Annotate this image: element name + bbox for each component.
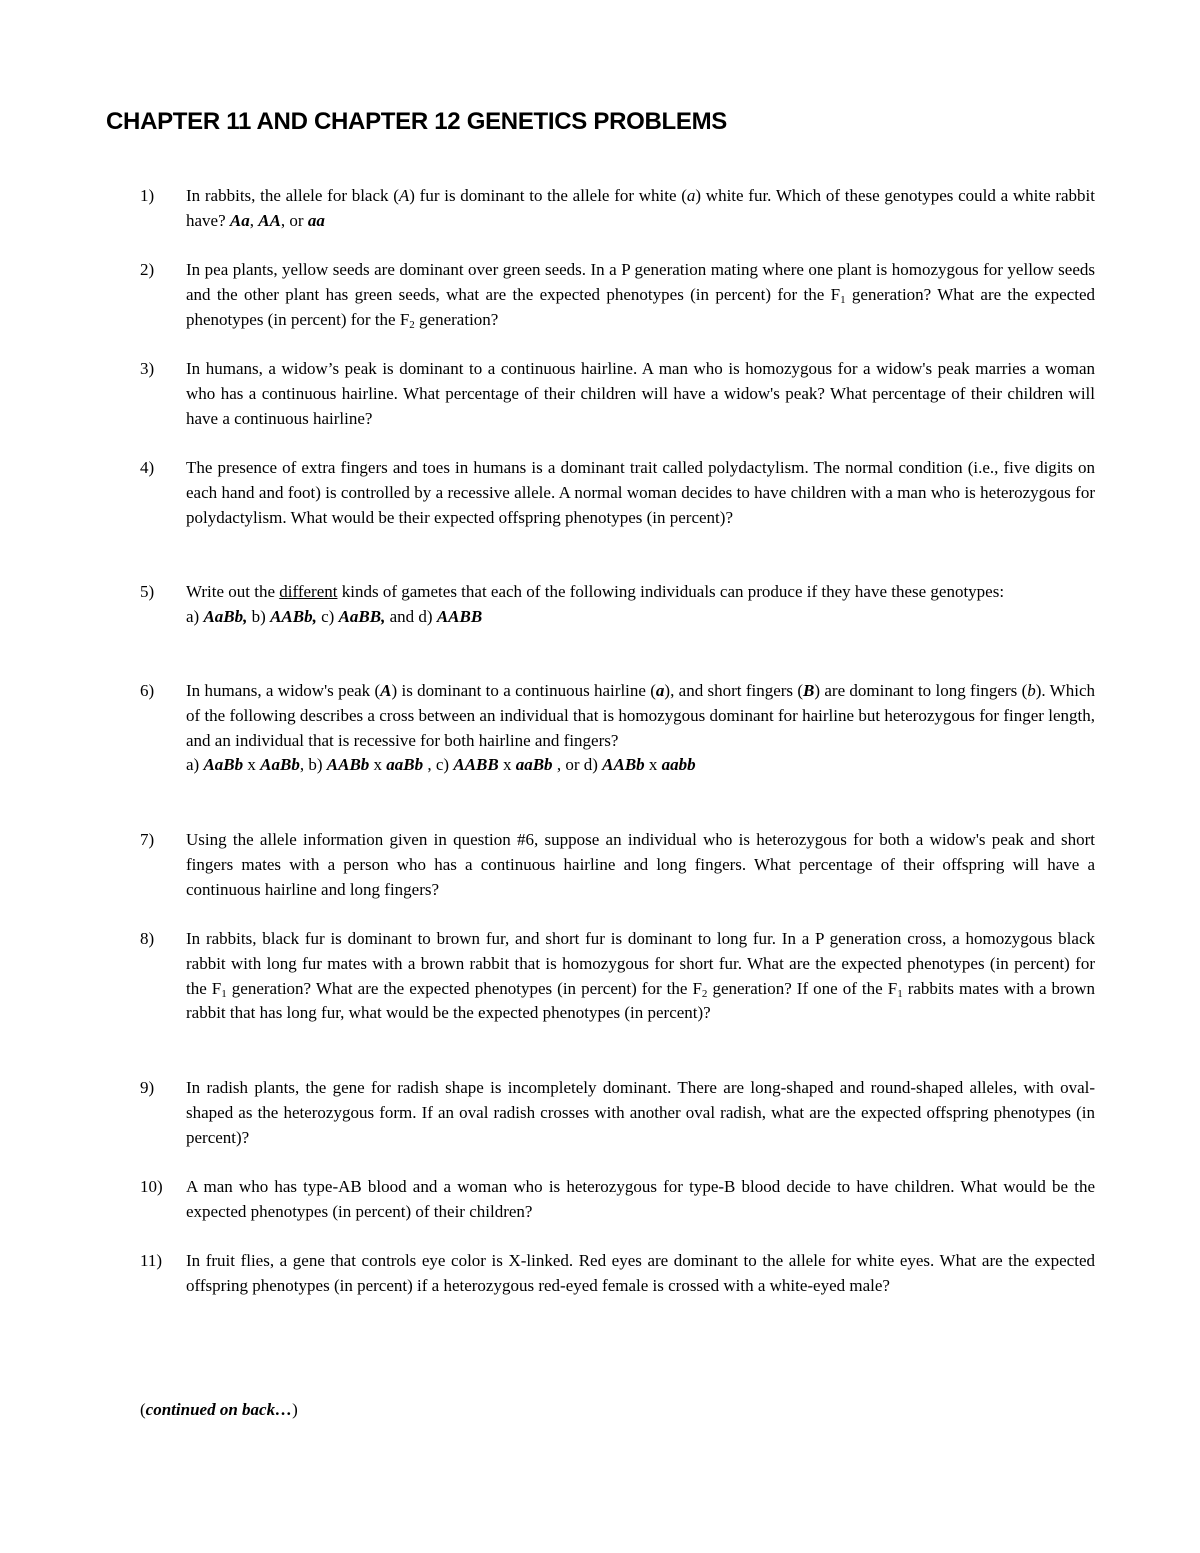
question-text: The presence of extra fingers and toes in humans is a dominant trait called polydactylism. The normal condition (i.e., five digits on each hand and foot) is controlled by a recessive allele. A normal woman decides to have children with a man who is heterozygous for polydactylism. What would be their expected offspring phenotypes (in percent)?: [186, 458, 1095, 527]
question-4: [140, 456, 1095, 530]
question-1: [140, 184, 1095, 234]
question-text: In fruit flies, a gene that controls eye color is X-linked. Red eyes are dominant to the allele for white eyes. What are the expected offspring phenotypes (in percent) if a heterozygous red-eyed female is crossed with a white-eyed male?: [186, 1251, 1095, 1295]
question-6: [140, 679, 1095, 778]
underlined-word: different: [279, 582, 338, 601]
question-10: [140, 1175, 1095, 1225]
question-8: [140, 927, 1095, 1026]
page-title: CHAPTER 11 AND CHAPTER 12 GENETICS PROBLEMS: [106, 108, 727, 135]
question-text: A man who has type-AB blood and a woman who is heterozygous for type-B blood decide to have children. What would be the expected phenotypes (in percent) of their children?: [186, 1177, 1095, 1221]
question-number: 5): [140, 582, 155, 601]
question-text: In humans, a widow's peak (A) is dominant to a continuous hairline (a), and short fingers (B) are dominant to long fingers (b). Which of the following describes a cross between an individual that is homozygous dominant for hairline but heterozygous for finger length, and an individual that is recessive for both hairline and fingers? a) AaBb x AaBb, b) AABb x aaBb , c) AABB x aaBb , or d) AABb x aabb: [186, 679, 1095, 778]
question-number: 9): [140, 1078, 155, 1097]
question-text: In humans, a widow’s peak is dominant to a continuous hairline. A man who is homozygous for a widow's peak marries a woman who has a continuous hairline. What percentage of their children will have a widow's peak? What percentage of their children will have a continuous hairline?: [186, 359, 1095, 428]
genotype: Aa: [229, 210, 250, 230]
question-text: In pea plants, yellow seeds are dominant over green seeds. In a P generation mating where one plant is homozygous for yellow seeds and the other plant has green seeds, what are the expected phenotypes (in percent) for the $F_1$ generation? What are the expected phenotypes (in percent) for the $F_2$ generation?: [186, 260, 1095, 331]
question-number: 4): [140, 458, 155, 477]
question-5: [140, 580, 1095, 630]
question-3: [140, 357, 1095, 431]
question-11: [140, 1249, 1095, 1299]
question-number: 3): [140, 359, 155, 378]
question-9: [140, 1076, 1095, 1150]
question-number: 11): [140, 1251, 163, 1270]
question-number: 1): [140, 186, 155, 205]
genotype: aa: [307, 210, 325, 230]
question-7: [140, 828, 1095, 902]
question-text: Using the allele information given in question #6, suppose an individual who is heterozygous for both a widow's peak and short fingers mates with a person who has a continuous hairline and long fingers. What percentage of their offspring will have a continuous hairline and long fingers?: [186, 830, 1095, 899]
genotype: AA: [258, 210, 281, 230]
continued-note: (continued on back…): [140, 1400, 298, 1419]
question-text: In radish plants, the gene for radish shape is incompletely dominant. There are long-shaped and round-shaped alleles, with oval-shaped as the heterozygous form. If an oval radish crosses with another oval radish, what are the expected offspring phenotypes (in percent)?: [186, 1078, 1095, 1147]
question-text: In rabbits, the allele for black (A) fur is dominant to the allele for white (a) white fur. Which of these genotypes could a white rabbit have? Aa, AA, or aa: [186, 186, 1095, 230]
question-text: In rabbits, black fur is dominant to brown fur, and short fur is dominant to long fur. In a P generation cross, a homozygous black rabbit with long fur mates with a brown rabbit that is homozygous for short fur. What are the expected phenotypes (in percent) for the $F_1$ generation? What are the expected phenotypes (in percent) for the $F_2$ generation? If one of the $F_1$ rabbits mates with a brown rabbit that has long fur, what would be the expected phenotypes (in percent)?: [186, 929, 1095, 1023]
question-number: 6): [140, 681, 155, 700]
answer-options: a) AaBb, b) AABb, c) AaBB, and d) AABB: [186, 606, 483, 626]
question-number: 7): [140, 830, 155, 849]
answer-options: a) AaBb x AaBb, b) AABb x aaBb , c) AABB x aaBb , or d) AABb x aabb: [186, 755, 696, 775]
question-number: 2): [140, 260, 155, 279]
question-number: 8): [140, 929, 155, 948]
question-number: 10): [140, 1177, 163, 1196]
question-text: Write out the different kinds of gametes that each of the following individuals can produce if they have these genotypes: a) AaBb, b) AABb, c) AaBB, and d) AABB: [186, 580, 1095, 630]
question-2: [140, 258, 1095, 332]
